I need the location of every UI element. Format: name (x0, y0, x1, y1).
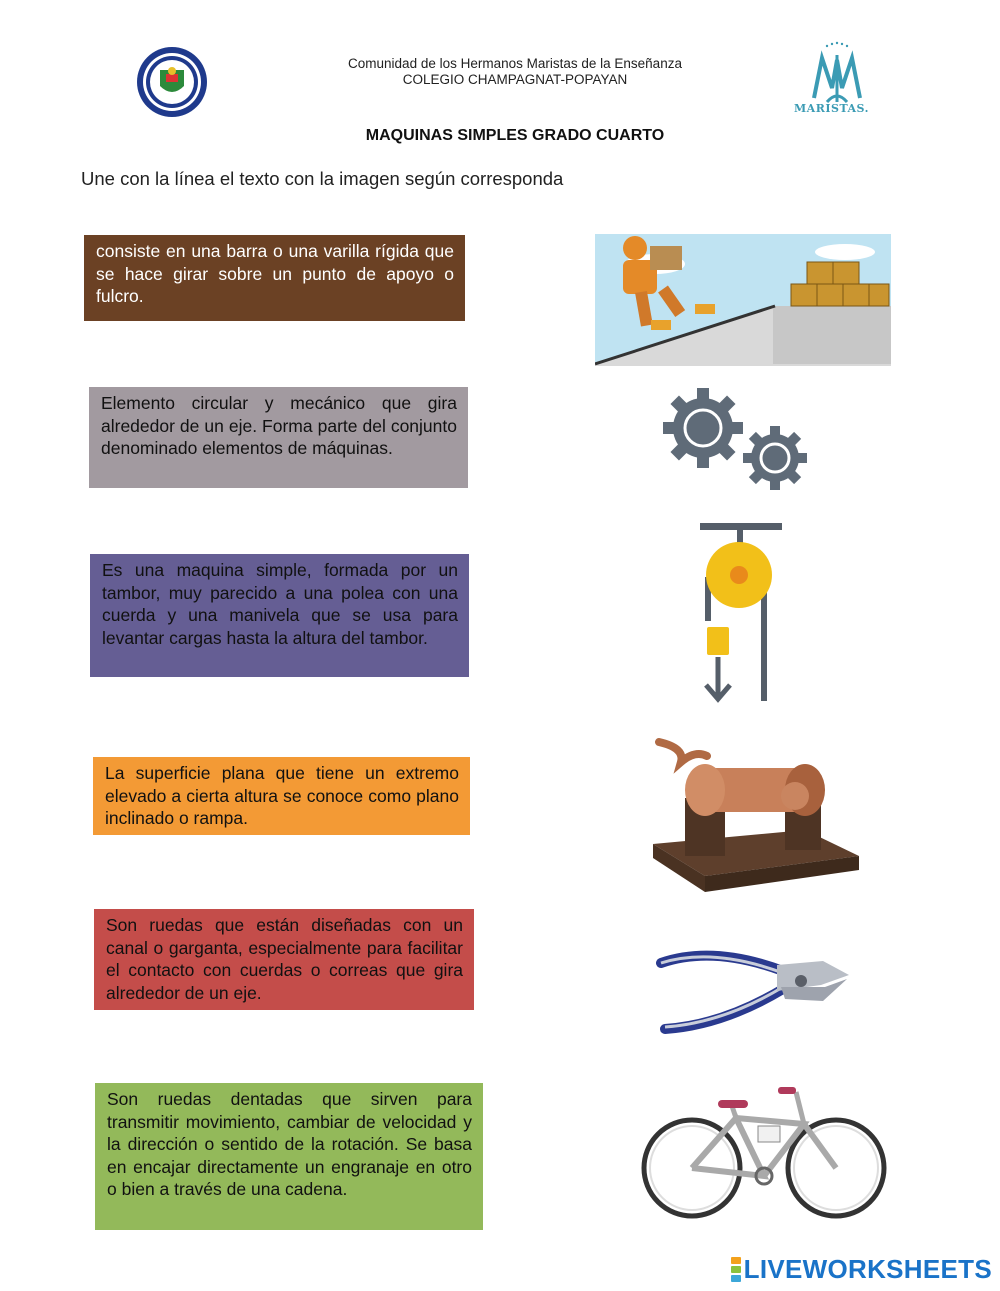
liveworksheets-logo-icon (731, 1256, 741, 1283)
gears-image[interactable] (655, 386, 815, 490)
card-pulley[interactable]: Son ruedas que están diseñadas con un canal o garganta, especialmente para facilitar el contacto con cuerdas o correas que gira alrededor de un eje. (94, 909, 474, 1010)
maristas-logo-text: MARISTAS. (794, 102, 869, 115)
card-winch[interactable]: Es una maquina simple, formada por un tambor, muy parecido a una polea con una cuerda y una manivela que se usa para levantar cargas hasta la altura del tambor. (90, 554, 469, 677)
card-wheel[interactable]: Elemento circular y mecánico que gira alrededor de un eje. Forma parte del conjunto denominado elementos de máquinas. (89, 387, 468, 488)
card-lever[interactable]: consiste en una barra o una varilla rígida que se hace girar sobre un punto de apoyo o fulcro. (84, 235, 465, 321)
winch-image[interactable] (645, 734, 877, 910)
bicycle-image[interactable] (640, 1084, 890, 1232)
liveworksheets-brand[interactable] (731, 1254, 992, 1285)
header-line-1: Comunidad de los Hermanos Maristas de la Enseñanza (348, 56, 682, 71)
liveworksheets-brand-text: LIVEWORKSHEETS (743, 1254, 992, 1284)
pliers-image[interactable] (653, 935, 855, 1045)
instruction-text: Une con la línea el texto con la imagen según corresponda (81, 168, 564, 189)
pulley-image[interactable] (696, 521, 786, 705)
page-title: MAQUINAS SIMPLES GRADO CUARTO (365, 127, 665, 144)
header-line-2: COLEGIO CHAMPAGNAT-POPAYAN (402, 72, 628, 87)
ramp-robot-image[interactable] (595, 234, 891, 366)
maristas-logo (792, 40, 882, 120)
card-gears[interactable]: Son ruedas dentadas que sirven para transmitir movimiento, cambiar de velocidad y la dirección o sentido de la rotación. Se basa en encajar directamente un engranaje en otro o bien a través de una cadena. (95, 1083, 483, 1230)
card-inclined-plane[interactable]: La superficie plana que tiene un extremo elevado a cierta altura se conoce como plano inclinado o rampa. (93, 757, 470, 835)
